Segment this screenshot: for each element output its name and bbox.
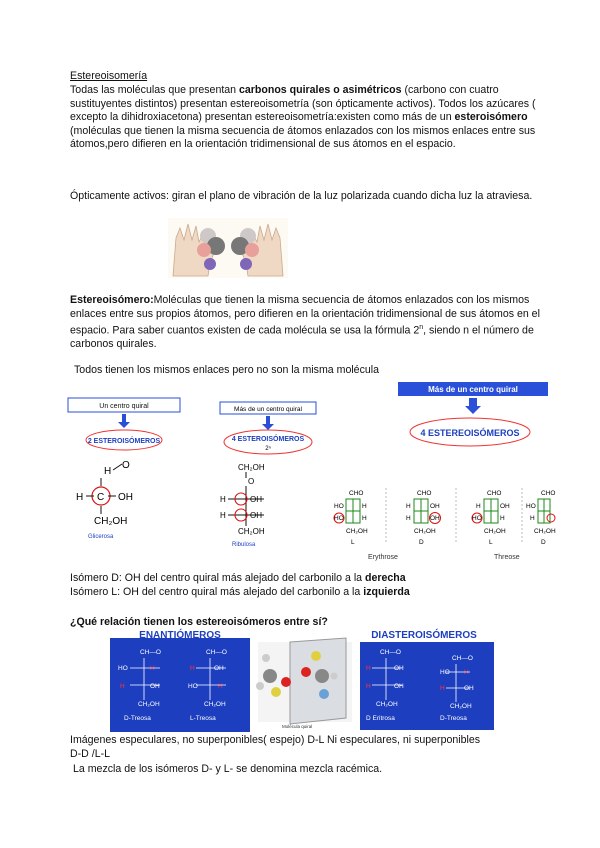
svg-text:L-Treosa: L-Treosa (190, 715, 216, 722)
svg-text:D Eritrosa: D Eritrosa (366, 715, 395, 722)
section-title: Estereoisomería (70, 70, 148, 82)
chiral-hands-image (168, 218, 288, 278)
svg-text:O: O (122, 460, 130, 471)
paragraph-stereoisomer-definition: Estereoisómero:Moléculas que tienen la misma secuencia de átomos enlazados con los mismos enlaces entre sus propios átomos, pero difieren en la orientación tridimensional de sus átomos en el espacio. Para saber cuantos existen de cada molécula se usa la fórmula 2$^n$, siendo n el número de carbonos quirales. (70, 294, 540, 351)
oval-four-stereoisomers-right: 4 ESTEREOISÓMEROS (420, 428, 520, 438)
banner-one-chiral-center: Un centro quiral (99, 403, 149, 410)
svg-text:H: H (220, 511, 226, 520)
svg-text:L: L (489, 539, 493, 546)
isomer-l-line: Isómero L: OH del centro quiral más alejado del carbonilo a la izquierda (70, 586, 410, 598)
oval-two-stereoisomers: 2 ESTEROISÓMEROS (87, 438, 161, 445)
svg-text:2ⁿ: 2ⁿ (265, 446, 271, 452)
svg-text:HO: HO (472, 515, 482, 522)
svg-text:OH: OH (250, 511, 262, 520)
svg-text:H: H (500, 515, 505, 522)
svg-text:H: H (218, 683, 223, 690)
svg-text:L: L (351, 539, 355, 546)
paragraph-optical: Ópticamente activos: giran el plano de vibración de la luz polarizada cuando dicha luz la atraviesa. (70, 190, 533, 202)
stereoisomer-count-figure (68, 378, 556, 564)
paragraph-same-bonds: Todos tienen los mismos enlaces pero no son la misma molécula (74, 364, 380, 376)
paragraph-intro: Todas las moléculas que presentan carbonos quirales o asimétricos (carbono con cuatro sustituyentes distintos) presentan estereoisometría (son ópticamente activos). Todos los azúcares ( excepto la dihidroxiacetona) presentan estereoisometría:existen como más de un esteroisómero (moléculas que tienen la misma secuencia de átomos enlazados con los mismos enlaces entre sus átomos,pero difieren en la orientación tridimensional de sus átomos en el espacio. (70, 84, 536, 151)
banner-multi-chiral-center: Más de un centro quiral (234, 406, 302, 413)
svg-text:CH₂OH: CH₂OH (204, 701, 226, 708)
svg-text:OH: OH (394, 683, 404, 690)
svg-text:OH: OH (394, 665, 404, 672)
caption-ribulosa: Ribulosa (232, 542, 256, 548)
oval-four-stereoisomers-mid: 4 ESTEROISÓMEROS (231, 436, 305, 443)
svg-text:D-Treosa: D-Treosa (124, 715, 151, 722)
svg-text:H: H (120, 683, 125, 690)
svg-text:CHO: CHO (349, 490, 364, 497)
svg-text:D: D (419, 539, 424, 546)
svg-text:H: H (76, 492, 84, 503)
svg-text:Molécula quiral: Molécula quiral (282, 724, 313, 729)
svg-text:OH: OH (250, 495, 262, 504)
svg-text:CH—O: CH—O (380, 649, 401, 656)
svg-text:H: H (150, 665, 155, 672)
svg-text:OH: OH (430, 515, 440, 522)
svg-text:HO: HO (526, 503, 536, 510)
svg-text:HO: HO (334, 503, 344, 510)
question-heading: ¿Qué relación tienen los estereoisómeros entre sí? (70, 616, 328, 628)
enantiomers-title: ENANTIÓMEROS (139, 630, 221, 641)
svg-text:O: O (248, 477, 255, 486)
svg-text:CH—O: CH—O (140, 649, 161, 656)
svg-text:CH₂OH: CH₂OH (534, 528, 556, 535)
svg-text:H: H (362, 515, 367, 522)
paragraph-dd-ll: D-D /L-L (70, 748, 111, 760)
svg-text:H: H (440, 685, 445, 692)
svg-text:OH: OH (214, 665, 224, 672)
svg-text:H: H (366, 683, 371, 690)
svg-text:H: H (190, 665, 195, 672)
svg-text:H: H (406, 515, 411, 522)
svg-text:H: H (530, 515, 535, 522)
banner-multi-chiral-center-right: Más de un centro quiral (428, 385, 518, 394)
svg-text:CHO: CHO (487, 490, 502, 497)
label-threose: Threose (494, 554, 520, 561)
paragraph-mirror-images: Imágenes especulares, no superponibles( espejo) D-L Ni especulares, ni superponibles (70, 734, 481, 746)
svg-text:CH₂OH: CH₂OH (238, 527, 265, 536)
svg-text:OH: OH (118, 492, 133, 503)
svg-text:H: H (104, 466, 112, 477)
svg-text:HO: HO (188, 683, 198, 690)
svg-text:H: H (464, 669, 469, 676)
svg-text:CH—O: CH—O (452, 655, 473, 662)
svg-text:HO: HO (440, 669, 450, 676)
svg-text:H: H (362, 503, 367, 510)
label-erythrose: Erythrose (368, 554, 398, 561)
svg-text:HO: HO (118, 665, 128, 672)
svg-text:D: D (541, 539, 546, 546)
isomer-d-line: Isómero D: OH del centro quiral más alejado del carbonilo a la derecha (70, 572, 406, 584)
svg-text:CH₂OH: CH₂OH (346, 528, 368, 535)
svg-text:H: H (476, 503, 481, 510)
caption-glicerosa: Glicerosa (88, 534, 114, 540)
svg-text:H: H (406, 503, 411, 510)
svg-text:CHO: CHO (541, 490, 556, 497)
svg-text:CH₂OH: CH₂OH (484, 528, 506, 535)
svg-text:H: H (220, 495, 226, 504)
svg-text:D-Treosa: D-Treosa (440, 715, 467, 722)
svg-text:CH₂OH: CH₂OH (414, 528, 436, 535)
svg-text:C: C (97, 492, 105, 503)
svg-text:OH: OH (464, 685, 474, 692)
svg-text:OH: OH (430, 503, 440, 510)
diastereomers-title: DIASTEROISÓMEROS (371, 630, 477, 641)
svg-text:CH₂OH: CH₂OH (238, 463, 265, 472)
svg-text:CH—O: CH—O (206, 649, 227, 656)
svg-text:OH: OH (500, 503, 510, 510)
svg-text:HO: HO (334, 515, 344, 522)
paragraph-racemic: La mezcla de los isómeros D- y L- se denomina mezcla racémica. (73, 763, 383, 775)
svg-text:OH: OH (150, 683, 160, 690)
svg-text:CH₂OH: CH₂OH (138, 701, 160, 708)
svg-text:CH₂OH: CH₂OH (94, 516, 128, 527)
enantiomers-diastereomers-figure (110, 628, 494, 732)
svg-text:CHO: CHO (417, 490, 432, 497)
svg-text:CH₂OH: CH₂OH (376, 701, 398, 708)
svg-text:CH₂OH: CH₂OH (450, 703, 472, 710)
svg-text:H: H (366, 665, 371, 672)
